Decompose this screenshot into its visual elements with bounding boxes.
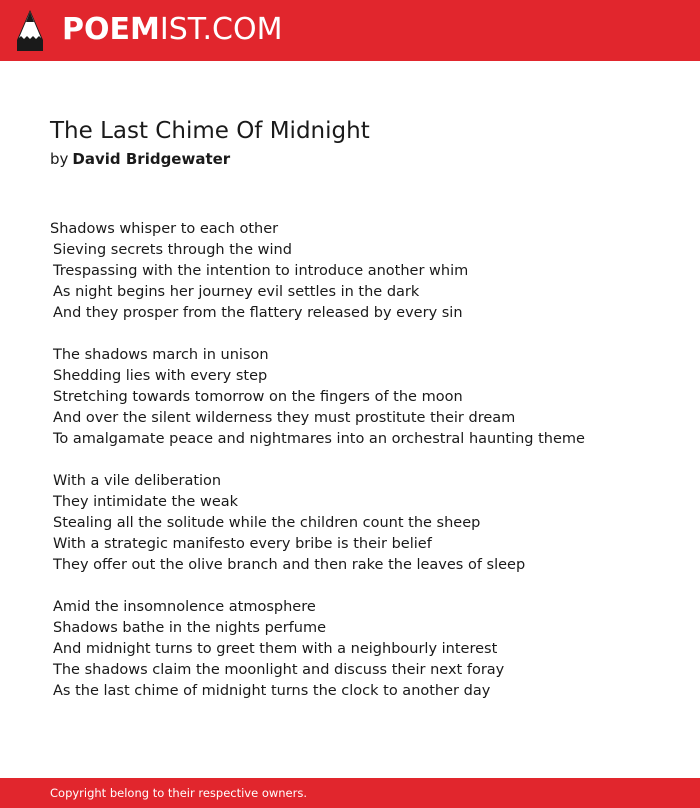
poem-line: With a strategic manifesto every bribe is their belief bbox=[53, 536, 432, 552]
poem-line: As night begins her journey evil settles in the dark bbox=[53, 284, 420, 300]
stanza bbox=[50, 219, 670, 324]
poem-line: To amalgamate peace and nightmares into an orchestral haunting theme bbox=[53, 431, 585, 447]
poem-line: Stretching towards tomorrow on the fingers of the moon bbox=[53, 389, 463, 405]
site-header bbox=[0, 0, 700, 61]
by-label: by bbox=[50, 150, 69, 168]
site-footer bbox=[0, 778, 700, 808]
stanza bbox=[50, 345, 670, 450]
poem-line: And over the silent wilderness they must prostitute their dream bbox=[53, 410, 516, 426]
copyright-notice: Copyright belong to their respective owners. bbox=[50, 786, 308, 800]
poem-line: Stealing all the solitude while the children count the sheep bbox=[53, 515, 481, 531]
poem-line: They intimidate the weak bbox=[53, 494, 239, 510]
poem-line: The shadows march in unison bbox=[53, 347, 269, 363]
poem-line: Shadows whisper to each other bbox=[50, 221, 279, 237]
logo-text-light: IST.COM bbox=[159, 12, 283, 47]
logo-text-bold: POEM bbox=[62, 12, 160, 47]
stanza bbox=[50, 471, 670, 576]
author-name[interactable]: David Bridgewater bbox=[72, 150, 231, 168]
site-logo[interactable] bbox=[62, 12, 282, 48]
poem-line: And midnight turns to greet them with a neighbourly interest bbox=[53, 641, 498, 657]
poem-line: Shadows bathe in the nights perfume bbox=[53, 620, 326, 636]
stanza bbox=[50, 597, 670, 702]
poem-line: Sieving secrets through the wind bbox=[53, 242, 292, 258]
poem-title: The Last Chime Of Midnight bbox=[50, 118, 370, 144]
poem-line: Amid the insomnolence atmosphere bbox=[53, 599, 316, 615]
poem-line: As the last chime of midnight turns the clock to another day bbox=[53, 683, 491, 699]
poem-line: Trespassing with the intention to introduce another whim bbox=[53, 263, 469, 279]
poem-line: Shedding lies with every step bbox=[53, 368, 268, 384]
poem-body bbox=[50, 219, 670, 723]
poem-line: They offer out the olive branch and then rake the leaves of sleep bbox=[53, 557, 526, 573]
poem-byline bbox=[50, 150, 230, 168]
poem-line: The shadows claim the moonlight and discuss their next foray bbox=[53, 662, 505, 678]
poem-line: With a vile deliberation bbox=[53, 473, 222, 489]
pencil-tip-icon[interactable] bbox=[17, 10, 43, 51]
poem-line: And they prosper from the flattery released by every sin bbox=[53, 305, 463, 321]
